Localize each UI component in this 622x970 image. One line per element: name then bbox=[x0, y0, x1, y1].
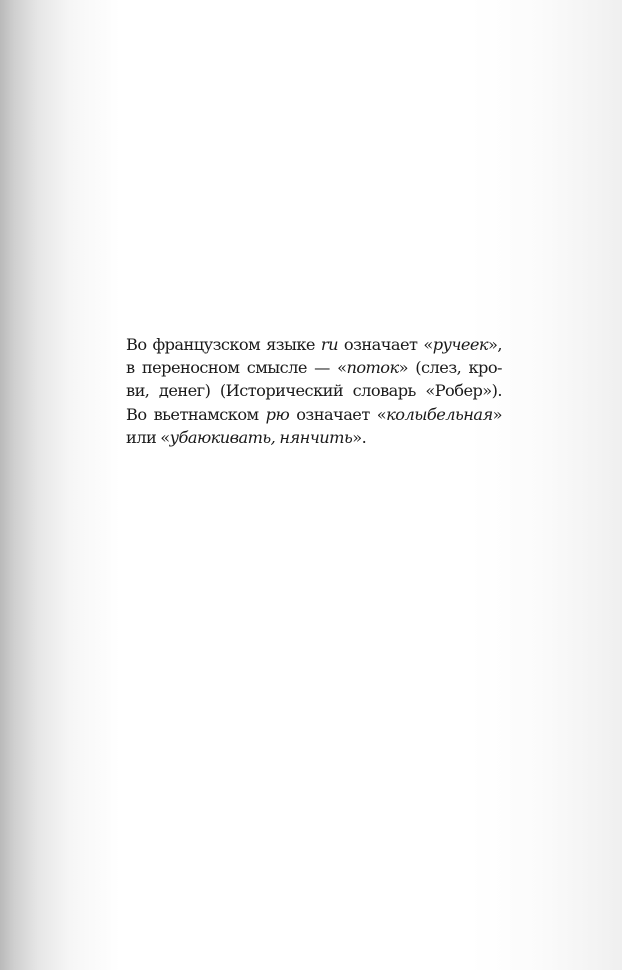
text-run: Во французском языке bbox=[126, 335, 321, 354]
text-run: », bbox=[488, 335, 502, 354]
text-run: означает « bbox=[289, 404, 387, 424]
footnote-text bbox=[126, 333, 502, 449]
italic-term: ручеек bbox=[432, 335, 489, 354]
text-run: Во вьетнамском bbox=[126, 404, 266, 424]
text-run: ». bbox=[352, 427, 367, 447]
italic-term: рю bbox=[265, 404, 290, 424]
text-line bbox=[126, 403, 502, 426]
text-run: или « bbox=[126, 427, 170, 447]
text-run: означает « bbox=[337, 335, 433, 354]
text-line bbox=[126, 333, 502, 356]
italic-term: колыбельная bbox=[386, 404, 493, 424]
text-line bbox=[126, 379, 502, 402]
text-line bbox=[126, 426, 502, 449]
text-run: » bbox=[492, 404, 502, 424]
text-run: » (слез, кро- bbox=[398, 358, 502, 378]
italic-term: убаюкивать, нянчить bbox=[169, 427, 353, 447]
text-run: в переносном смысле — « bbox=[126, 358, 347, 378]
text-line bbox=[126, 356, 502, 379]
text-run: ви, денег) (Исторический словарь «Робер»). bbox=[126, 381, 502, 401]
italic-term: поток bbox=[346, 358, 399, 378]
italic-term: ru bbox=[320, 335, 338, 354]
